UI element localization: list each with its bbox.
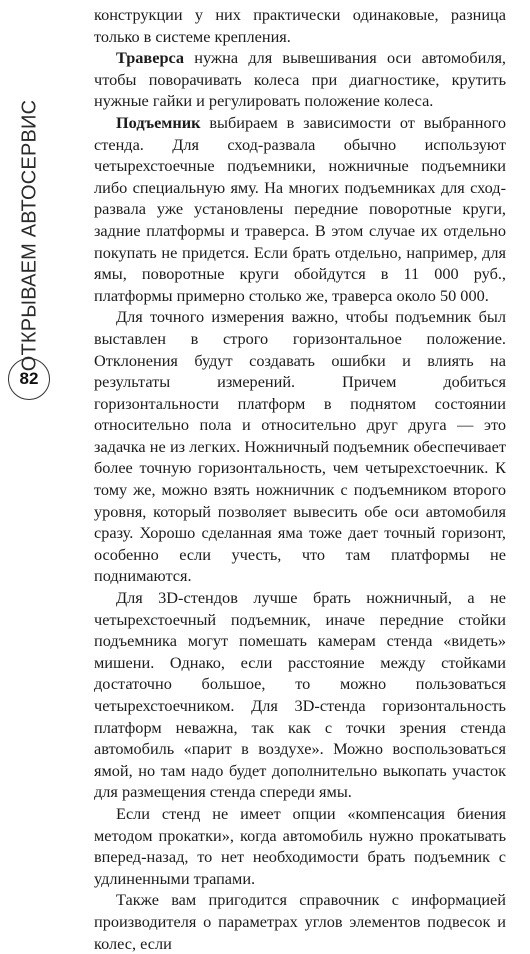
paragraph: [94, 889, 506, 954]
paragraph: [94, 587, 506, 803]
page-number: 82: [8, 358, 50, 400]
paragraph-text: Также вам пригодится справочник с информацией производителя о параметрах углов элементов подвесок и колес, если: [94, 890, 506, 953]
paragraph: [94, 112, 506, 306]
paragraph: [94, 306, 506, 587]
paragraph: [94, 803, 506, 889]
paragraph-text: конструкции у них практически одинаковые, разница только в системе крепления.: [94, 5, 506, 46]
paragraph-text: нужна для вывешивания оси автомобиля, чтобы поворачивать колеса при диагностике, крутить нужные гайки и регулировать положение колеса.: [94, 48, 506, 111]
paragraph-text: выбираем в зависимости от выбранного стенда. Для сход-развала обычно используют четырехстоечные подъемники, ножничные подъемники либо специальную яму. На многих подъемниках для сход-развала уже установлены передние поворотные круги, задние платформы и траверса. В этом случае их отдельно покупать не придется. Если брать отдельно, например, для ямы, поворотные круги обойдутся в 11 000 руб., платформы примерно столько же, траверса около 50 000.: [94, 112, 506, 305]
paragraph: [94, 47, 506, 112]
paragraph: [94, 4, 506, 47]
paragraph-lead: Траверса: [116, 48, 185, 68]
paragraph-text: Если стенд не имеет опции «компенсация биения методом прокатки», когда автомобиль нужно прокатывать вперед-назад, то нет необходимости брать подъемник с удлиненными трапами.: [94, 803, 506, 888]
running-head: [13, 99, 47, 371]
sidebar: [0, 0, 58, 796]
body-text: [94, 4, 506, 954]
paragraph-lead: Подъемник: [116, 112, 201, 132]
paragraph-text: Для точного измерения важно, чтобы подъемник был выставлен в строго горизонтальное положение. Отклонения будут создавать ошибки и влиять на результаты измерений. Причем добиться горизонтальности платформ в поднятом состоянии относительно пола и относительно друг друга — это задачка не из легких. Ножничный подъемник обеспечивает более точную горизонтальность, чем четырехстоечник. К тому же, можно взять ножничник с подъемником второго уровня, который позволяет вывесить обе оси автомобиля сразу. Хорошо сделанная яма тоже дает точный горизонт, особенно если учесть, что там платформы не поднимаются.: [94, 307, 506, 586]
paragraph-text: Для 3D-стендов лучше брать ножничный, а не четырехстоечный подъемник, иначе передние стойки подъемника могут помешать камерам стенда «видеть» мишени. Однако, если расстояние между стойками достаточно большое, то можно пользоваться четырехстоечником. Для 3D-стенда горизонтальность платформ неважна, так как с точки зрения стенда автомобиль «парит в воздухе». Можно воспользоваться ямой, но там надо будет дополнительно выкопать участок для размещения стенда спереди ямы.: [94, 588, 506, 802]
running-head-text: ОТКРЫВАЕМ АВТОСЕРВИС: [18, 99, 41, 371]
